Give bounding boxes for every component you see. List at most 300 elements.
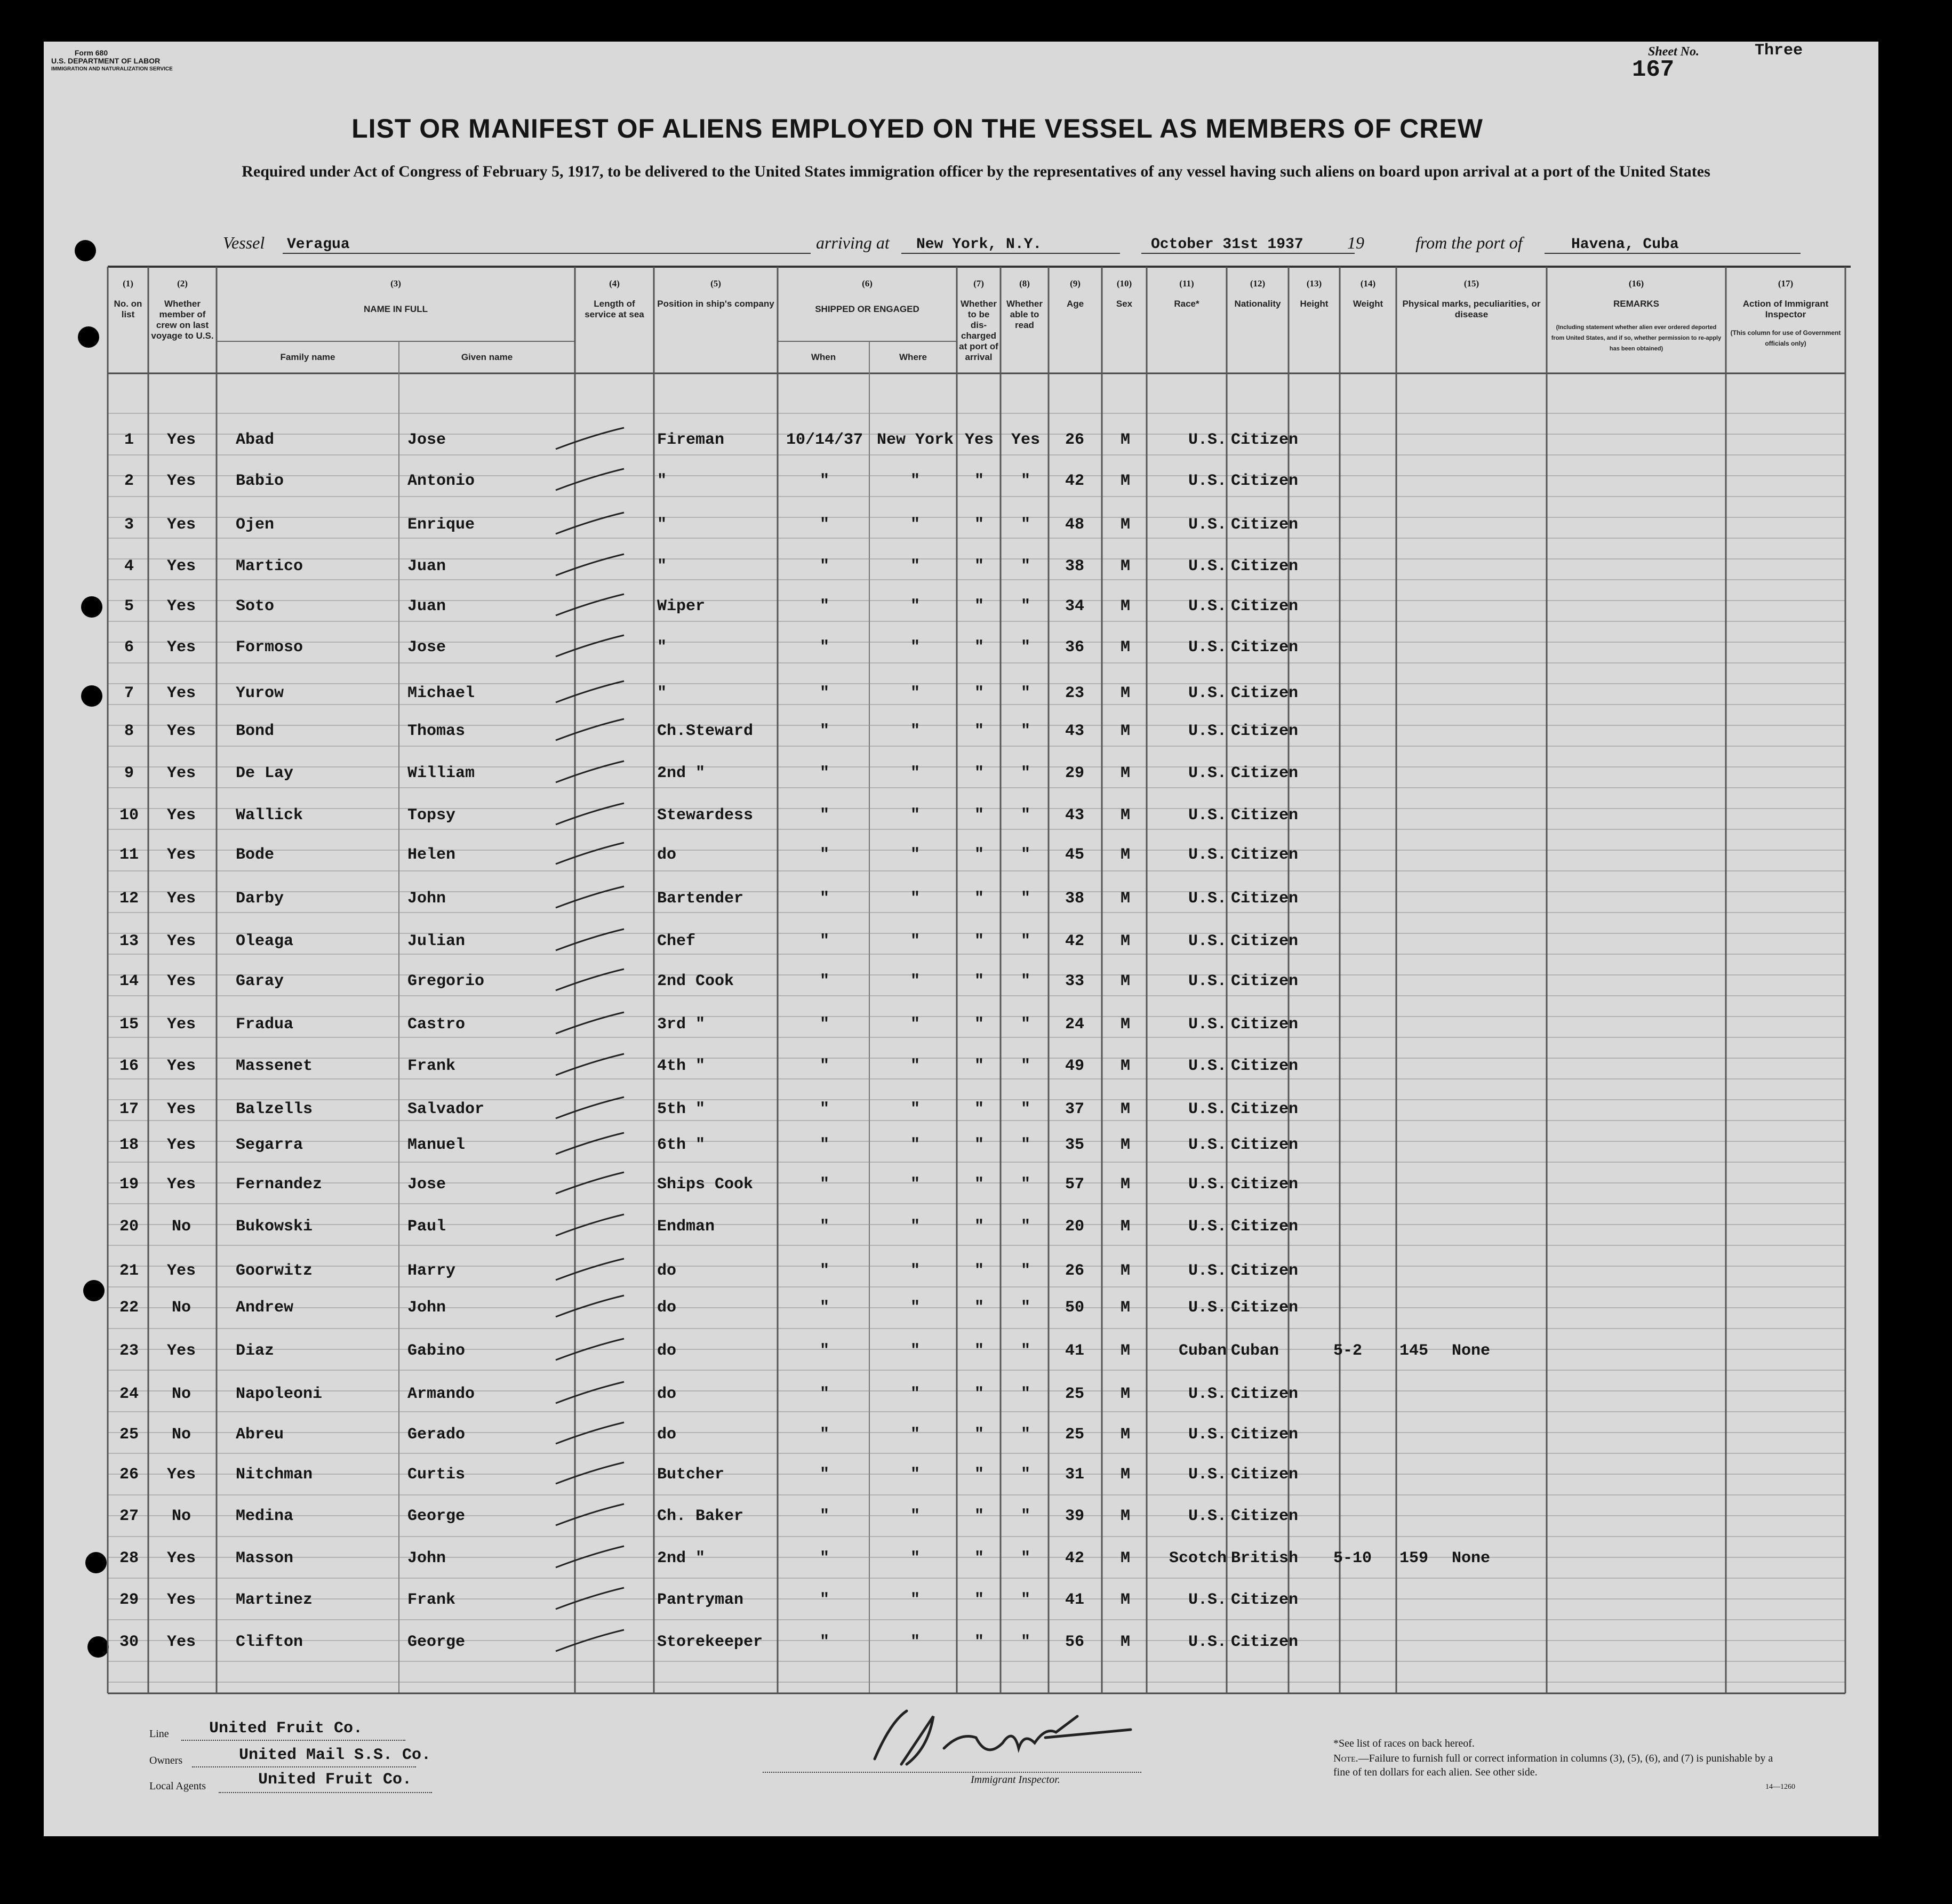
given-name: Enrique bbox=[407, 516, 475, 534]
age: 35 bbox=[1065, 1136, 1084, 1154]
to-be-discharged: " bbox=[974, 597, 984, 615]
shipped-where: " bbox=[910, 557, 920, 575]
age: 49 bbox=[1065, 1057, 1084, 1075]
prior-voyage: No bbox=[171, 1299, 191, 1317]
age: 48 bbox=[1065, 516, 1084, 534]
column-number: (5) bbox=[710, 278, 721, 289]
from-port-label: from the port of bbox=[1415, 233, 1523, 252]
nationality: Citizen bbox=[1231, 1100, 1299, 1118]
nationality: Citizen bbox=[1231, 1385, 1299, 1403]
shipped-when: " bbox=[819, 1015, 829, 1034]
owners-value: United Mail S.S. Co. bbox=[239, 1746, 431, 1764]
able-to-read: " bbox=[1020, 597, 1030, 615]
nationality: Citizen bbox=[1231, 516, 1299, 534]
able-to-read: " bbox=[1020, 684, 1030, 702]
given-name-subheader: Given name bbox=[461, 352, 513, 362]
to-be-discharged: " bbox=[974, 1015, 984, 1034]
sex: M bbox=[1120, 722, 1130, 740]
position: Ch. Baker bbox=[657, 1507, 744, 1525]
to-be-discharged: " bbox=[974, 1100, 984, 1118]
shipped-when: " bbox=[819, 1633, 829, 1651]
able-to-read: " bbox=[1020, 972, 1030, 990]
age: 36 bbox=[1065, 638, 1084, 657]
position: do bbox=[657, 846, 677, 864]
weight: 145 bbox=[1399, 1342, 1429, 1360]
nationality: Citizen bbox=[1231, 597, 1299, 615]
prior-voyage: Yes bbox=[166, 1015, 196, 1034]
column-header: REMARKS bbox=[1613, 299, 1659, 309]
age: 50 bbox=[1065, 1299, 1084, 1317]
to-be-discharged: " bbox=[974, 638, 984, 657]
shipped-where: " bbox=[910, 1549, 920, 1567]
able-to-read: " bbox=[1020, 516, 1030, 534]
to-be-discharged: Yes bbox=[964, 431, 994, 449]
shipped-when: " bbox=[819, 684, 829, 702]
shipped-when: " bbox=[819, 1591, 829, 1609]
document-title: LIST OR MANIFEST OF ALIENS EMPLOYED ON THE VESSEL AS MEMBERS OF CREW bbox=[351, 114, 1483, 143]
row-number: 4 bbox=[124, 557, 134, 575]
to-be-discharged: " bbox=[974, 1057, 984, 1075]
position: Fireman bbox=[657, 431, 725, 449]
able-to-read: " bbox=[1020, 1342, 1030, 1360]
shipped-where: " bbox=[910, 1299, 920, 1317]
where-subheader: Where bbox=[899, 352, 927, 362]
column-number: (1) bbox=[123, 278, 133, 289]
to-be-discharged: " bbox=[974, 890, 984, 908]
age: 38 bbox=[1065, 890, 1084, 908]
given-name: Michael bbox=[407, 684, 475, 702]
given-name: Gerado bbox=[407, 1426, 466, 1444]
sex: M bbox=[1120, 1342, 1130, 1360]
to-be-discharged: " bbox=[974, 1385, 984, 1403]
vessel-name: Veragua bbox=[287, 236, 350, 253]
able-to-read: " bbox=[1020, 1299, 1030, 1317]
age: 42 bbox=[1065, 1549, 1084, 1567]
given-name: Manuel bbox=[407, 1136, 466, 1154]
family-name: Wallick bbox=[236, 806, 303, 825]
sex: M bbox=[1120, 806, 1130, 825]
shipped-when: " bbox=[819, 1549, 829, 1567]
nationality: Citizen bbox=[1231, 1466, 1299, 1484]
column-header: Sex bbox=[1116, 299, 1133, 309]
to-be-discharged: " bbox=[974, 1299, 984, 1317]
row-number: 27 bbox=[119, 1507, 139, 1525]
shipped-when: " bbox=[819, 1136, 829, 1154]
column-header: Height bbox=[1300, 299, 1329, 309]
age: 43 bbox=[1065, 722, 1084, 740]
shipped-when: " bbox=[819, 846, 829, 864]
able-to-read: " bbox=[1020, 1262, 1030, 1280]
position: Chef bbox=[657, 932, 696, 950]
nationality: Citizen bbox=[1231, 638, 1299, 657]
shipped-when: " bbox=[819, 1057, 829, 1075]
age: 25 bbox=[1065, 1385, 1084, 1403]
to-be-discharged: " bbox=[974, 1342, 984, 1360]
to-be-discharged: " bbox=[974, 1466, 984, 1484]
column-number: (6) bbox=[862, 278, 873, 289]
nationality: Citizen bbox=[1231, 557, 1299, 575]
row-number: 11 bbox=[119, 846, 139, 864]
family-name: Martinez bbox=[236, 1591, 313, 1609]
to-be-discharged: " bbox=[974, 1136, 984, 1154]
race: U.S. bbox=[1188, 557, 1227, 575]
row-number: 14 bbox=[119, 972, 139, 990]
shipped-where: " bbox=[910, 1507, 920, 1525]
sex: M bbox=[1120, 1057, 1130, 1075]
able-to-read: " bbox=[1020, 1591, 1030, 1609]
age: 25 bbox=[1065, 1426, 1084, 1444]
prior-voyage: Yes bbox=[166, 1057, 196, 1075]
family-name: Clifton bbox=[236, 1633, 303, 1651]
shipped-when: " bbox=[819, 890, 829, 908]
able-to-read: " bbox=[1020, 764, 1030, 782]
agents-value: United Fruit Co. bbox=[258, 1771, 412, 1789]
prior-voyage: Yes bbox=[166, 472, 196, 490]
prior-voyage: Yes bbox=[166, 972, 196, 990]
row-number: 2 bbox=[124, 472, 134, 490]
sex: M bbox=[1120, 516, 1130, 534]
given-name: Gabino bbox=[407, 1342, 466, 1360]
race: U.S. bbox=[1188, 932, 1227, 950]
sex: M bbox=[1120, 557, 1130, 575]
able-to-read: " bbox=[1020, 932, 1030, 950]
remarks-subheader-note: (Including statement whether alien ever ordered deported from United States, and if so, whether permission to re-apply has been obtained) bbox=[1551, 324, 1722, 352]
sex: M bbox=[1120, 1591, 1130, 1609]
race: U.S. bbox=[1188, 1591, 1227, 1609]
sheet-no-value: Three bbox=[1755, 42, 1803, 60]
position: do bbox=[657, 1385, 677, 1403]
family-name: Balzells bbox=[236, 1100, 313, 1118]
age: 34 bbox=[1065, 597, 1084, 615]
age: 20 bbox=[1065, 1218, 1084, 1236]
race: U.S. bbox=[1188, 1426, 1227, 1444]
row-number: 18 bbox=[119, 1136, 139, 1154]
age: 42 bbox=[1065, 472, 1084, 490]
given-name: Topsy bbox=[407, 806, 456, 825]
form-code: 14—1260 bbox=[1765, 1783, 1795, 1791]
sex: M bbox=[1120, 890, 1130, 908]
departure-port: Havena, Cuba bbox=[1571, 236, 1679, 253]
family-name: Diaz bbox=[236, 1342, 275, 1360]
column-header: Whether member of crew on last voyage to U.S. bbox=[151, 299, 214, 341]
nationality: Citizen bbox=[1231, 932, 1299, 950]
given-name: Antonio bbox=[407, 472, 475, 490]
sex: M bbox=[1120, 846, 1130, 864]
family-name: Massenet bbox=[236, 1057, 313, 1075]
given-name: Juan bbox=[407, 597, 446, 615]
race: U.S. bbox=[1188, 1136, 1227, 1154]
row-number: 16 bbox=[119, 1057, 139, 1075]
row-number: 29 bbox=[119, 1591, 139, 1609]
prior-voyage: No bbox=[171, 1218, 191, 1236]
shipped-where: " bbox=[910, 516, 920, 534]
age: 37 bbox=[1065, 1100, 1084, 1118]
row-number: 20 bbox=[119, 1218, 139, 1236]
service-name: IMMIGRATION AND NATURALIZATION SERVICE bbox=[51, 66, 173, 72]
sex: M bbox=[1120, 1175, 1130, 1194]
column-number: (2) bbox=[177, 278, 188, 289]
shipped-where: " bbox=[910, 1100, 920, 1118]
able-to-read: " bbox=[1020, 1175, 1030, 1194]
position: do bbox=[657, 1426, 677, 1444]
row-number: 12 bbox=[119, 890, 139, 908]
race: Cuban bbox=[1178, 1342, 1227, 1360]
shipped-when: " bbox=[819, 1342, 829, 1360]
column-header: Race* bbox=[1174, 299, 1199, 309]
shipped-when: " bbox=[819, 806, 829, 825]
shipped-when: " bbox=[819, 472, 829, 490]
column-header: Age bbox=[1066, 299, 1084, 309]
family-name: Darby bbox=[236, 890, 284, 908]
shipped-when: " bbox=[819, 722, 829, 740]
sex: M bbox=[1120, 1507, 1130, 1525]
column-number: (8) bbox=[1019, 278, 1030, 289]
column-header: NAME IN FULL bbox=[364, 304, 428, 314]
row-number: 28 bbox=[119, 1549, 139, 1567]
column-header: Position in ship's company bbox=[657, 299, 774, 309]
column-number: (16) bbox=[1628, 278, 1644, 289]
age: 38 bbox=[1065, 557, 1084, 575]
nationality: British bbox=[1231, 1549, 1299, 1567]
column-number: (17) bbox=[1778, 278, 1794, 289]
sex: M bbox=[1120, 1385, 1130, 1403]
family-name: Abreu bbox=[236, 1426, 284, 1444]
prior-voyage: Yes bbox=[166, 1591, 196, 1609]
inspector-label: Immigrant Inspector. bbox=[971, 1774, 1060, 1786]
note-label: Note. bbox=[1333, 1753, 1358, 1764]
family-name: Fradua bbox=[236, 1015, 294, 1034]
race: U.S. bbox=[1188, 1015, 1227, 1034]
nationality: Citizen bbox=[1231, 1218, 1299, 1236]
owners-label: Owners bbox=[149, 1755, 183, 1766]
to-be-discharged: " bbox=[974, 764, 984, 782]
race: U.S. bbox=[1188, 1507, 1227, 1525]
column-number: (4) bbox=[609, 278, 620, 289]
shipped-when: " bbox=[819, 1100, 829, 1118]
shipped-when: " bbox=[819, 1426, 829, 1444]
shipped-where: " bbox=[910, 638, 920, 657]
given-name: Frank bbox=[407, 1057, 456, 1075]
agents-label: Local Agents bbox=[149, 1780, 206, 1792]
position: Storekeeper bbox=[657, 1633, 763, 1651]
shipped-when: " bbox=[819, 1262, 829, 1280]
to-be-discharged: " bbox=[974, 472, 984, 490]
column-header: Physical marks, peculiarities, or disease bbox=[1402, 299, 1541, 319]
family-name: Napoleoni bbox=[236, 1385, 323, 1403]
race: U.S. bbox=[1188, 764, 1227, 782]
age: 57 bbox=[1065, 1175, 1084, 1194]
shipped-where: " bbox=[910, 1175, 920, 1194]
inspector-signature bbox=[843, 1700, 1173, 1780]
able-to-read: " bbox=[1020, 1136, 1030, 1154]
shipped-where: " bbox=[910, 722, 920, 740]
race: U.S. bbox=[1188, 1175, 1227, 1194]
prior-voyage: Yes bbox=[166, 1136, 196, 1154]
family-name: Garay bbox=[236, 972, 284, 990]
row-number: 30 bbox=[119, 1633, 139, 1651]
given-name: William bbox=[407, 764, 475, 782]
row-number: 7 bbox=[124, 684, 134, 702]
age: 42 bbox=[1065, 932, 1084, 950]
shipped-where: " bbox=[910, 1015, 920, 1034]
position: 4th " bbox=[657, 1057, 706, 1075]
to-be-discharged: " bbox=[974, 1591, 984, 1609]
row-number: 24 bbox=[119, 1385, 139, 1403]
family-name: Goorwitz bbox=[236, 1262, 313, 1280]
family-name: De Lay bbox=[236, 764, 294, 782]
shipped-where: " bbox=[910, 472, 920, 490]
race: U.S. bbox=[1188, 431, 1227, 449]
nationality: Citizen bbox=[1231, 431, 1299, 449]
age: 43 bbox=[1065, 806, 1084, 825]
able-to-read: " bbox=[1020, 1385, 1030, 1403]
sex: M bbox=[1120, 1100, 1130, 1118]
position: " bbox=[657, 472, 667, 490]
family-name: Abad bbox=[236, 431, 275, 449]
able-to-read: " bbox=[1020, 1100, 1030, 1118]
to-be-discharged: " bbox=[974, 684, 984, 702]
prior-voyage: Yes bbox=[166, 722, 196, 740]
to-be-discharged: " bbox=[974, 1175, 984, 1194]
arrival-date: October 31st 1937 bbox=[1151, 236, 1303, 253]
row-number: 23 bbox=[119, 1342, 139, 1360]
prior-voyage: Yes bbox=[166, 638, 196, 657]
shipped-where: " bbox=[910, 806, 920, 825]
position: " bbox=[657, 684, 667, 702]
to-be-discharged: " bbox=[974, 1426, 984, 1444]
column-header: Weight bbox=[1353, 299, 1383, 309]
able-to-read: " bbox=[1020, 846, 1030, 864]
shipped-where: " bbox=[910, 1591, 920, 1609]
sex: M bbox=[1120, 1466, 1130, 1484]
nationality: Citizen bbox=[1231, 1262, 1299, 1280]
shipped-when: " bbox=[819, 1175, 829, 1194]
family-name: Yurow bbox=[236, 684, 284, 702]
column-header: Length of service at sea bbox=[585, 299, 644, 319]
age: 56 bbox=[1065, 1633, 1084, 1651]
nationality: Citizen bbox=[1231, 890, 1299, 908]
nationality: Citizen bbox=[1231, 1175, 1299, 1194]
row-number: 10 bbox=[119, 806, 139, 825]
position: " bbox=[657, 557, 667, 575]
position: do bbox=[657, 1262, 677, 1280]
race: U.S. bbox=[1188, 516, 1227, 534]
able-to-read: " bbox=[1020, 638, 1030, 657]
weight: 159 bbox=[1399, 1549, 1429, 1567]
age: 29 bbox=[1065, 764, 1084, 782]
given-name: Frank bbox=[407, 1591, 456, 1609]
sex: M bbox=[1120, 972, 1130, 990]
nationality: Citizen bbox=[1231, 1633, 1299, 1651]
race: U.S. bbox=[1188, 1262, 1227, 1280]
nationality: Citizen bbox=[1231, 764, 1299, 782]
row-number: 8 bbox=[124, 722, 134, 740]
shipped-where: " bbox=[910, 1136, 920, 1154]
able-to-read: " bbox=[1020, 472, 1030, 490]
race: U.S. bbox=[1188, 597, 1227, 615]
position: do bbox=[657, 1342, 677, 1360]
department-name: U.S. DEPARTMENT OF LABOR bbox=[51, 57, 161, 65]
age: 33 bbox=[1065, 972, 1084, 990]
sex: M bbox=[1120, 764, 1130, 782]
shipped-when: " bbox=[819, 1385, 829, 1403]
row-number: 26 bbox=[119, 1466, 139, 1484]
given-name: Harry bbox=[407, 1262, 456, 1280]
prior-voyage: Yes bbox=[166, 806, 196, 825]
family-name: Bukowski bbox=[236, 1218, 313, 1236]
age: 23 bbox=[1065, 684, 1084, 702]
position: " bbox=[657, 638, 667, 657]
able-to-read: " bbox=[1020, 1466, 1030, 1484]
prior-voyage: Yes bbox=[166, 764, 196, 782]
able-to-read: " bbox=[1020, 806, 1030, 825]
given-name: Thomas bbox=[407, 722, 466, 740]
position: 2nd " bbox=[657, 764, 706, 782]
line-label: Line bbox=[149, 1728, 169, 1740]
able-to-read: Yes bbox=[1011, 431, 1040, 449]
sheet-no-label: Sheet No. bbox=[1648, 45, 1699, 59]
shipped-when: " bbox=[819, 932, 829, 950]
position: 3rd " bbox=[657, 1015, 706, 1034]
given-name: Jose bbox=[407, 638, 446, 657]
column-number: (7) bbox=[973, 278, 984, 289]
row-number: 6 bbox=[124, 638, 134, 657]
sex: M bbox=[1120, 932, 1130, 950]
nationality: Cuban bbox=[1231, 1342, 1279, 1360]
nationality: Citizen bbox=[1231, 722, 1299, 740]
column-number: (12) bbox=[1250, 278, 1266, 289]
age: 45 bbox=[1065, 846, 1084, 864]
to-be-discharged: " bbox=[974, 846, 984, 864]
position: Pantryman bbox=[657, 1591, 744, 1609]
position: " bbox=[657, 516, 667, 534]
prior-voyage: No bbox=[171, 1507, 191, 1525]
able-to-read: " bbox=[1020, 557, 1030, 575]
family-name-subheader: Family name bbox=[280, 352, 335, 362]
sex: M bbox=[1120, 1549, 1130, 1567]
to-be-discharged: " bbox=[974, 1633, 984, 1651]
physical-marks: None bbox=[1452, 1342, 1491, 1360]
family-name: Andrew bbox=[236, 1299, 294, 1317]
position: Stewardess bbox=[657, 806, 754, 825]
column-number: (3) bbox=[390, 278, 401, 289]
vessel-label: Vessel bbox=[223, 233, 265, 252]
year-prefix: 19 bbox=[1347, 233, 1364, 252]
age: 26 bbox=[1065, 1262, 1084, 1280]
prior-voyage: Yes bbox=[166, 1175, 196, 1194]
to-be-discharged: " bbox=[974, 722, 984, 740]
races-note: *See list of races on back hereof. bbox=[1333, 1738, 1475, 1749]
row-number: 21 bbox=[119, 1262, 139, 1280]
age: 39 bbox=[1065, 1507, 1084, 1525]
nationality: Citizen bbox=[1231, 1136, 1299, 1154]
prior-voyage: Yes bbox=[166, 1633, 196, 1651]
position: Butcher bbox=[657, 1466, 725, 1484]
family-name: Nitchman bbox=[236, 1466, 313, 1484]
shipped-where: " bbox=[910, 1426, 920, 1444]
family-name: Fernandez bbox=[236, 1175, 323, 1194]
prior-voyage: Yes bbox=[166, 932, 196, 950]
family-name: Medina bbox=[236, 1507, 294, 1525]
shipped-when: " bbox=[819, 638, 829, 657]
prior-voyage: Yes bbox=[166, 684, 196, 702]
prior-voyage: No bbox=[171, 1385, 191, 1403]
sex: M bbox=[1120, 1633, 1130, 1651]
given-name: Gregorio bbox=[407, 972, 485, 990]
given-name: Juan bbox=[407, 557, 446, 575]
column-number: (14) bbox=[1360, 278, 1376, 289]
nationality: Citizen bbox=[1231, 846, 1299, 864]
